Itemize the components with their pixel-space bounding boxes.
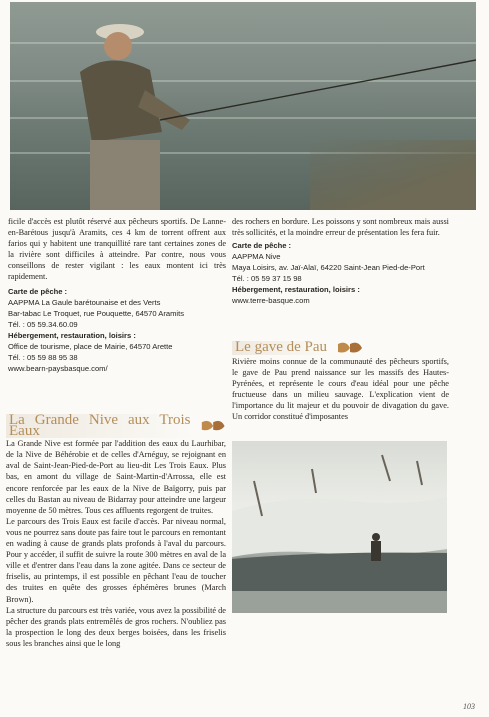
angler-photo bbox=[10, 2, 476, 210]
heb-url[interactable]: www.terre-basque.com bbox=[232, 296, 310, 306]
carte-tel: Tél. : 05 59 37 15 98 bbox=[232, 274, 302, 284]
grande-nive-paragraph-3: La structure du parcours est très variée, vous avez la possibilité de pêcher des grands plats entremêlés de gros rochers. N'oubliez pas la prospection le long des deux berges boisées, dans les friselis sous les branches ainsi que le long bbox=[6, 605, 226, 648]
fish-icon bbox=[198, 418, 226, 434]
right-top-column bbox=[232, 216, 449, 306]
grande-nive-title: La Grande Nive aux Trois Eaux bbox=[6, 414, 226, 438]
grande-nive-section bbox=[6, 414, 226, 649]
page-number: 103 bbox=[463, 702, 475, 711]
snowy-river-scene bbox=[232, 441, 447, 613]
fishing-rod bbox=[160, 42, 476, 132]
heb-label: Hébergement, restauration, loisirs : bbox=[232, 285, 360, 295]
intro-paragraph: des rochers en bordure. Les poissons y sont nombreux mais aussi très sollicités, et la moindre erreur de présentation les fera fuir. bbox=[232, 217, 449, 238]
carte-label: Carte de pêche : bbox=[8, 286, 68, 296]
gave-de-pau-title: Le gave de Pau bbox=[232, 340, 449, 356]
grande-nive-paragraph-1: La Grande Nive est formée par l'addition des eaux du Laurhibar, de la Nive de Béhérobie et de celles d'Arnéguy, se rejoignant en aval de Saint-Jean-Pied-de-Port au lieu-dit Les Trois Eaux. Plus bas, en amont du village de Saint-Martin-d'Arrossa, elle est encore renforcée par les eaux de la Nive de Baïgorry, puis par celles du Bastan au niveau de Bidarray pour atteindre une largeur moyenne de 50 mètres. Tous ces affluents regorgent de truites. bbox=[6, 439, 226, 515]
grande-nive-paragraph-2: Le parcours des Trois Eaux est facile d'accès. Par niveau normal, vous ne pourrez sans doute pas faire tout le parcours en remontant en wading à cause de grands plats profonds à l'aval du parcours. Pour y accéder, il suffit de suivre la route 300 mètres en aval de la ville et d'entrer dans l'eau dans la zone agitée. Dans ce secteur de friselis, au printemps, il est possible en pêchant l'eau de toucher des truites en quête des grosses éphémères brunes (March Brown). bbox=[6, 516, 226, 604]
left-top-column bbox=[8, 216, 226, 374]
carte-shop: Maya Loisirs, av. Jaï-Alaï, 64220 Saint-Jean Pied-de-Port bbox=[232, 263, 425, 273]
carte-org: AAPPMA Nive bbox=[232, 252, 281, 262]
river-photo bbox=[232, 441, 447, 613]
carte-shop: Bar-tabac Le Troquet, rue Pouquette, 64570 Aramits bbox=[8, 308, 185, 318]
fish-icon bbox=[334, 340, 364, 356]
intro-paragraph: ficile d'accès est plutôt réservé aux pêcheurs sportifs. De Lanne-en-Barétous jusqu'à Aramits, ces 4 km de torrent offrent aux farios qui y habitent une tranquillité rare tant certaines zones de la rivière sont difficiles à atteindre. Par contre, nous vous conseillons de rester vigilant : les eaux montent ici très rapidement. bbox=[8, 217, 226, 282]
heb-url[interactable]: www.bearn-paysbasque.com/ bbox=[8, 363, 108, 373]
heb-tel: Tél. : 05 59 88 95 38 bbox=[8, 352, 78, 362]
carte-label: Carte de pêche : bbox=[232, 241, 292, 251]
gave-de-pau-section bbox=[232, 340, 449, 423]
gave-de-pau-text: Rivière moins connue de la communauté des pêcheurs sportifs, le gave de Pau prend naissance sur les massifs des Hautes-Pyrénées, et représente le cours d'eau idéal pour une pêche fructueuse dans un milieu sauvage. L'explication vient de l'importance du lit majeur et du pouvoir de divagation du gave. Un corridor constitué d'imposantes bbox=[232, 357, 449, 422]
carte-tel: Tél. : 05 59.34.60.09 bbox=[8, 319, 78, 329]
heb-office: Office de tourisme, place de Mairie, 64570 Arette bbox=[8, 341, 173, 351]
heb-label: Hébergement, restauration, loisirs : bbox=[8, 330, 136, 340]
carte-org: AAPPMA La Gaule barétounaise et des Verts bbox=[8, 297, 161, 307]
